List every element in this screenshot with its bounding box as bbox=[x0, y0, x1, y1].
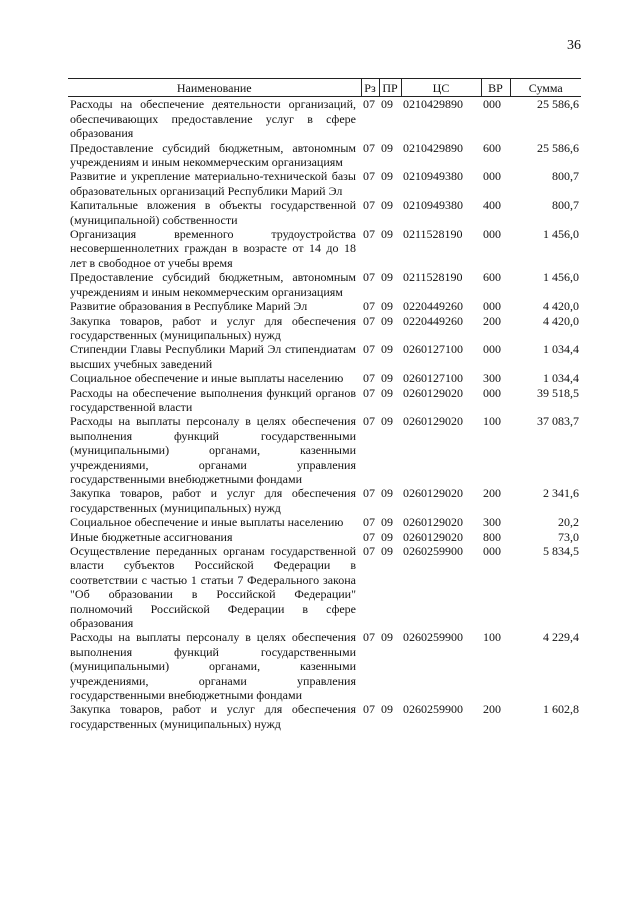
table-row bbox=[68, 414, 581, 486]
table-row bbox=[68, 141, 581, 170]
table-row bbox=[68, 530, 581, 544]
row-vr: 600 bbox=[483, 270, 501, 285]
row-name: Предоставление субсидий бюджетным, автономным учреждениям и иным некоммерческим организациям bbox=[70, 270, 356, 299]
row-pr: 09 bbox=[381, 544, 393, 558]
row-cs: 0260259900 bbox=[403, 544, 463, 558]
row-sum: 25 586,6 bbox=[537, 140, 579, 155]
row-rz: 07 bbox=[363, 313, 375, 328]
page-number: 36 bbox=[567, 38, 581, 53]
row-vr: 200 bbox=[483, 702, 501, 717]
row-pr: 09 bbox=[381, 270, 393, 285]
row-rz: 07 bbox=[363, 270, 375, 285]
row-cs: 0210949380 bbox=[403, 169, 463, 184]
row-cs: 0220449260 bbox=[403, 299, 463, 314]
row-vr: 000 bbox=[483, 385, 501, 400]
row-sum: 1 602,8 bbox=[543, 702, 579, 717]
row-rz: 07 bbox=[363, 299, 375, 314]
table-row bbox=[68, 702, 581, 731]
row-vr: 600 bbox=[483, 140, 501, 155]
table-row bbox=[68, 314, 581, 343]
row-rz: 07 bbox=[363, 544, 375, 558]
row-sum: 800,7 bbox=[552, 198, 579, 213]
row-vr: 000 bbox=[483, 544, 501, 558]
table-row bbox=[68, 386, 581, 415]
row-cs: 0260129020 bbox=[403, 385, 463, 400]
row-sum: 73,0 bbox=[558, 529, 579, 544]
row-rz: 07 bbox=[363, 342, 375, 357]
row-name: Закупка товаров, работ и услуг для обеспечения государственных (муниципальных) нужд bbox=[70, 702, 356, 731]
table-body bbox=[68, 97, 581, 731]
row-sum: 2 341,6 bbox=[543, 486, 579, 501]
row-rz: 07 bbox=[363, 702, 375, 717]
row-name: Организация временного трудоустройства несовершеннолетних граждан в возрасте от 14 до 18 лет в свободное от учебы время bbox=[70, 227, 356, 270]
row-pr: 09 bbox=[381, 702, 393, 717]
row-sum: 1 456,0 bbox=[543, 270, 579, 285]
header-name: Наименование bbox=[68, 79, 361, 97]
row-cs: 0260127100 bbox=[403, 371, 463, 386]
table-row bbox=[68, 486, 581, 515]
table-row bbox=[68, 198, 581, 227]
row-pr: 09 bbox=[381, 630, 393, 645]
row-vr: 100 bbox=[483, 630, 501, 645]
row-sum: 4 229,4 bbox=[543, 630, 579, 645]
header-pr: ПР bbox=[379, 79, 401, 97]
row-cs: 0260259900 bbox=[403, 630, 463, 645]
row-cs: 0260259900 bbox=[403, 702, 463, 717]
row-sum: 1 456,0 bbox=[543, 227, 579, 242]
row-name: Развитие и укрепление материально-технической базы образовательных организаций Республики Марий Эл bbox=[70, 169, 356, 198]
row-cs: 0260129020 bbox=[403, 529, 463, 544]
table-row bbox=[68, 371, 581, 385]
row-name: Стипендии Главы Республики Марий Эл стипендиатам высших учебных заведений bbox=[70, 342, 356, 371]
row-cs: 0260129020 bbox=[403, 486, 463, 501]
table-row bbox=[68, 169, 581, 198]
row-vr: 200 bbox=[483, 486, 501, 501]
row-rz: 07 bbox=[363, 630, 375, 645]
row-cs: 0211528190 bbox=[403, 227, 463, 242]
row-name: Социальное обеспечение и иные выплаты населению bbox=[70, 515, 344, 530]
row-rz: 07 bbox=[363, 371, 375, 386]
row-sum: 20,2 bbox=[558, 515, 579, 530]
row-cs: 0220449260 bbox=[403, 313, 463, 328]
table-row bbox=[68, 227, 581, 270]
row-rz: 07 bbox=[363, 414, 375, 429]
row-rz: 07 bbox=[363, 515, 375, 530]
row-vr: 300 bbox=[483, 371, 501, 386]
row-sum: 1 034,4 bbox=[543, 342, 579, 357]
row-pr: 09 bbox=[381, 414, 393, 429]
table-row bbox=[68, 630, 581, 702]
row-name: Расходы на обеспечение выполнения функций органов государственной власти bbox=[70, 385, 356, 414]
row-cs: 0260127100 bbox=[403, 342, 463, 357]
row-name: Закупка товаров, работ и услуг для обеспечения государственных (муниципальных) нужд bbox=[70, 486, 356, 515]
row-vr: 000 bbox=[483, 342, 501, 357]
row-rz: 07 bbox=[363, 486, 375, 501]
row-pr: 09 bbox=[381, 385, 393, 400]
table-row bbox=[68, 97, 581, 141]
row-pr: 09 bbox=[381, 97, 393, 112]
table-row bbox=[68, 544, 581, 630]
row-pr: 09 bbox=[381, 227, 393, 242]
row-pr: 09 bbox=[381, 299, 393, 314]
header-sum: Сумма bbox=[510, 79, 581, 97]
row-rz: 07 bbox=[363, 97, 375, 112]
row-pr: 09 bbox=[381, 486, 393, 501]
row-rz: 07 bbox=[363, 198, 375, 213]
header-vr: ВР bbox=[481, 79, 510, 97]
row-pr: 09 bbox=[381, 342, 393, 357]
row-vr: 800 bbox=[483, 529, 501, 544]
row-sum: 4 420,0 bbox=[543, 313, 579, 328]
row-rz: 07 bbox=[363, 169, 375, 184]
row-vr: 300 bbox=[483, 515, 501, 530]
row-name: Расходы на обеспечение деятельности организаций, обеспечивающих предоставление услуг в сфере образования bbox=[70, 97, 356, 141]
row-pr: 09 bbox=[381, 169, 393, 184]
row-pr: 09 bbox=[381, 313, 393, 328]
table-row bbox=[68, 342, 581, 371]
row-pr: 09 bbox=[381, 371, 393, 386]
row-sum: 1 034,4 bbox=[543, 371, 579, 386]
row-cs: 0210429890 bbox=[403, 140, 463, 155]
header-cs: ЦС bbox=[401, 79, 481, 97]
row-sum: 25 586,6 bbox=[537, 97, 579, 112]
row-cs: 0210429890 bbox=[403, 97, 463, 112]
row-pr: 09 bbox=[381, 140, 393, 155]
row-name: Социальное обеспечение и иные выплаты населению bbox=[70, 371, 344, 386]
row-pr: 09 bbox=[381, 529, 393, 544]
row-sum: 4 420,0 bbox=[543, 299, 579, 314]
row-rz: 07 bbox=[363, 227, 375, 242]
row-name: Расходы на выплаты персоналу в целях обеспечения выполнения функций государственными (муниципальными) органами, казенными учреждениями, органами управления государственными внебюджетными фондами bbox=[70, 414, 356, 486]
row-pr: 09 bbox=[381, 515, 393, 530]
row-cs: 0260129020 bbox=[403, 515, 463, 530]
row-rz: 07 bbox=[363, 140, 375, 155]
row-vr: 100 bbox=[483, 414, 501, 429]
row-rz: 07 bbox=[363, 385, 375, 400]
row-vr: 000 bbox=[483, 169, 501, 184]
row-name: Предоставление субсидий бюджетным, автономным учреждениям и иным некоммерческим организациям bbox=[70, 140, 356, 170]
row-name: Иные бюджетные ассигнования bbox=[70, 529, 233, 544]
budget-table bbox=[68, 78, 581, 731]
row-vr: 000 bbox=[483, 299, 501, 314]
row-sum: 800,7 bbox=[552, 169, 579, 184]
table-row bbox=[68, 270, 581, 299]
row-sum: 5 834,5 bbox=[543, 544, 579, 558]
row-cs: 0211528190 bbox=[403, 270, 463, 285]
row-cs: 0210949380 bbox=[403, 198, 463, 213]
row-vr: 400 bbox=[483, 198, 501, 213]
row-vr: 200 bbox=[483, 313, 501, 328]
row-name: Развитие образования в Республике Марий Эл bbox=[70, 299, 308, 314]
row-sum: 37 083,7 bbox=[537, 414, 579, 429]
row-sum: 39 518,5 bbox=[537, 385, 579, 400]
row-name: Осуществление переданных органам государственной власти субъектов Российской Федерации в соответствии с частью 1 статьи 7 Федерального закона "Об образовании в Российской Федерации" полномочий Российской Федерации в сфере образования bbox=[70, 544, 356, 631]
row-rz: 07 bbox=[363, 529, 375, 544]
row-name: Закупка товаров, работ и услуг для обеспечения государственных (муниципальных) нужд bbox=[70, 313, 356, 342]
row-name: Капитальные вложения в объекты государственной (муниципальной) собственности bbox=[70, 198, 356, 227]
row-vr: 000 bbox=[483, 227, 501, 242]
row-name: Расходы на выплаты персоналу в целях обеспечения выполнения функций государственными (муниципальными) органами, казенными учреждениями, органами управления государственными внебюджетными фондами bbox=[70, 630, 356, 703]
row-pr: 09 bbox=[381, 198, 393, 213]
row-vr: 000 bbox=[483, 97, 501, 112]
row-cs: 0260129020 bbox=[403, 414, 463, 429]
table-row bbox=[68, 515, 581, 529]
header-rz: Рз bbox=[361, 79, 379, 97]
table-header-row bbox=[68, 79, 581, 97]
table-row bbox=[68, 299, 581, 313]
